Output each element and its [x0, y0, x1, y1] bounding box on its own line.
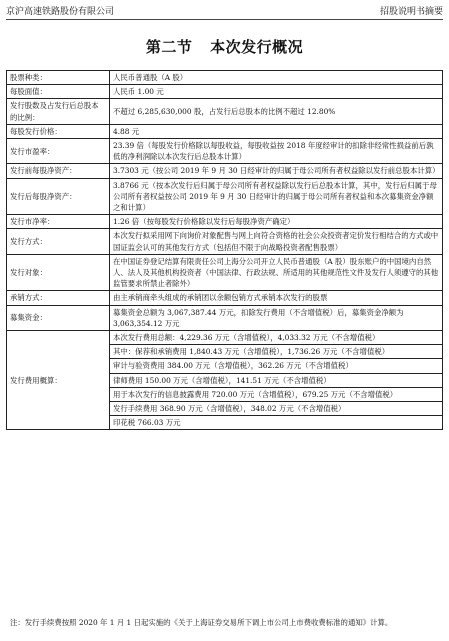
table-row [7, 164, 443, 178]
document-title: 招股说明书摘要 [379, 7, 443, 17]
section-title [0, 36, 449, 57]
row-label: 每股面值： [7, 85, 110, 99]
company-name: 京沪高速铁路股份有限公司 [6, 7, 115, 17]
footnote: 注：发行手续费按照 2020 年 1 月 1 日起实施的《关于上海证券交易所下调上市公司上市费收费标准的通知》计算。 [10, 618, 393, 627]
fee-item: 律师费用 150.00 万元（含增值税），141.51 万元（不含增值税） [110, 373, 443, 387]
fee-item: 发行手续费用 368.90 万元（含增值税），348.02 万元（不含增值税） [110, 402, 443, 416]
row-value: 1.26 倍（按每股发行价格除以发行后每股净资产确定） [110, 215, 443, 229]
table-row [7, 139, 443, 164]
table-row [7, 85, 443, 99]
row-label: 每股发行价格： [7, 124, 110, 138]
table-row [7, 71, 443, 85]
row-label: 股票种类： [7, 71, 110, 85]
table-row [7, 229, 443, 254]
table-row [7, 124, 443, 138]
page-header [6, 2, 443, 18]
row-label: 发行方式： [7, 229, 110, 254]
table-row [7, 178, 443, 215]
row-value: 3.7303 元（按公司 2019 年 9 月 30 日经审计的归属于母公司所有者权益除以发行前总股本计算） [110, 164, 443, 178]
fees-total: 本次发行费用总额：4,229.36 万元（含增值税），4,033.32 万元（不含增值税） [110, 331, 443, 345]
row-value: 不超过 6,285,630,000 股，占发行后总股本的比例不超过 12.80% [110, 99, 443, 124]
section-number: 第二节 [145, 38, 193, 56]
row-value: 由主承销商牵头组成的承销团以余额包销方式承销本次发行的股票 [110, 291, 443, 305]
section-name: 本次发行概况 [210, 38, 304, 56]
row-label: 发行市盈率： [7, 139, 110, 164]
fees-total-row [7, 331, 443, 345]
row-label: 发行前每股净资产： [7, 164, 110, 178]
row-value: 在中国证券登记结算有限责任公司上海分公司开立人民币普通股（A 股）股东账户的中国境内自然人、法人及其他机构投资者（中国法律、行政法规、所适用的其他规范性文件及发行人须遵守的其他监管要求所禁止者除外） [110, 254, 443, 291]
fee-item: 印花税 766.03 万元 [110, 416, 443, 430]
row-label: 发行市净率： [7, 215, 110, 229]
row-value: 募集资金总额为 3,067,387.44 万元，扣除发行费用（不含增值税）后，募集资金净额为 3,063,354.12 万元 [110, 305, 443, 330]
row-value: 人民币 1.00 元 [110, 85, 443, 99]
row-label: 承销方式： [7, 291, 110, 305]
table-row [7, 291, 443, 305]
table-row [7, 215, 443, 229]
fee-item: 用于本次发行的信息披露费用 720.00 万元（含增值税），679.25 万元（不含增值税） [110, 387, 443, 401]
table-row [7, 99, 443, 124]
row-label: 发行对象： [7, 254, 110, 291]
fee-item: 审计与验资费用 384.00 万元（含增值税），362.26 万元（不含增值税） [110, 359, 443, 373]
row-label: 募集资金： [7, 305, 110, 330]
row-value: 3.8766 元（按本次发行后归属于母公司所有者权益除以发行后总股本计算，其中，发行后归属于母公司所有者权益按公司 2019 年 9 月 30 日经审计的归属于母公司所有者权益和本次募集资金净额之和计算） [110, 178, 443, 215]
fee-item: 其中：保荐和承销费用 1,840.43 万元（含增值税），1,736.26 万元（不含增值税） [110, 345, 443, 359]
row-value: 4.88 元 [110, 124, 443, 138]
header-divider [6, 19, 443, 20]
offering-overview-table [6, 70, 443, 430]
table-row [7, 305, 443, 330]
table-row [7, 254, 443, 291]
row-value: 本次发行拟采用网下向询价对象配售与网上向符合资格的社会公众投资者定价发行相结合的方式或中国证监会认可的其他发行方式（包括但不限于向战略投资者配售股票） [110, 229, 443, 254]
row-label: 发行后每股净资产： [7, 178, 110, 215]
row-value: 人民币普通股（A 股） [110, 71, 443, 85]
row-label: 发行股数及占发行后总股本的比例： [7, 99, 110, 124]
row-value: 23.39 倍（每股发行价格除以每股收益，每股收益按 2018 年度经审计的扣除非经常性损益前后孰低的净利润除以本次发行后总股本计算） [110, 139, 443, 164]
fees-label: 发行费用概算： [7, 331, 110, 430]
